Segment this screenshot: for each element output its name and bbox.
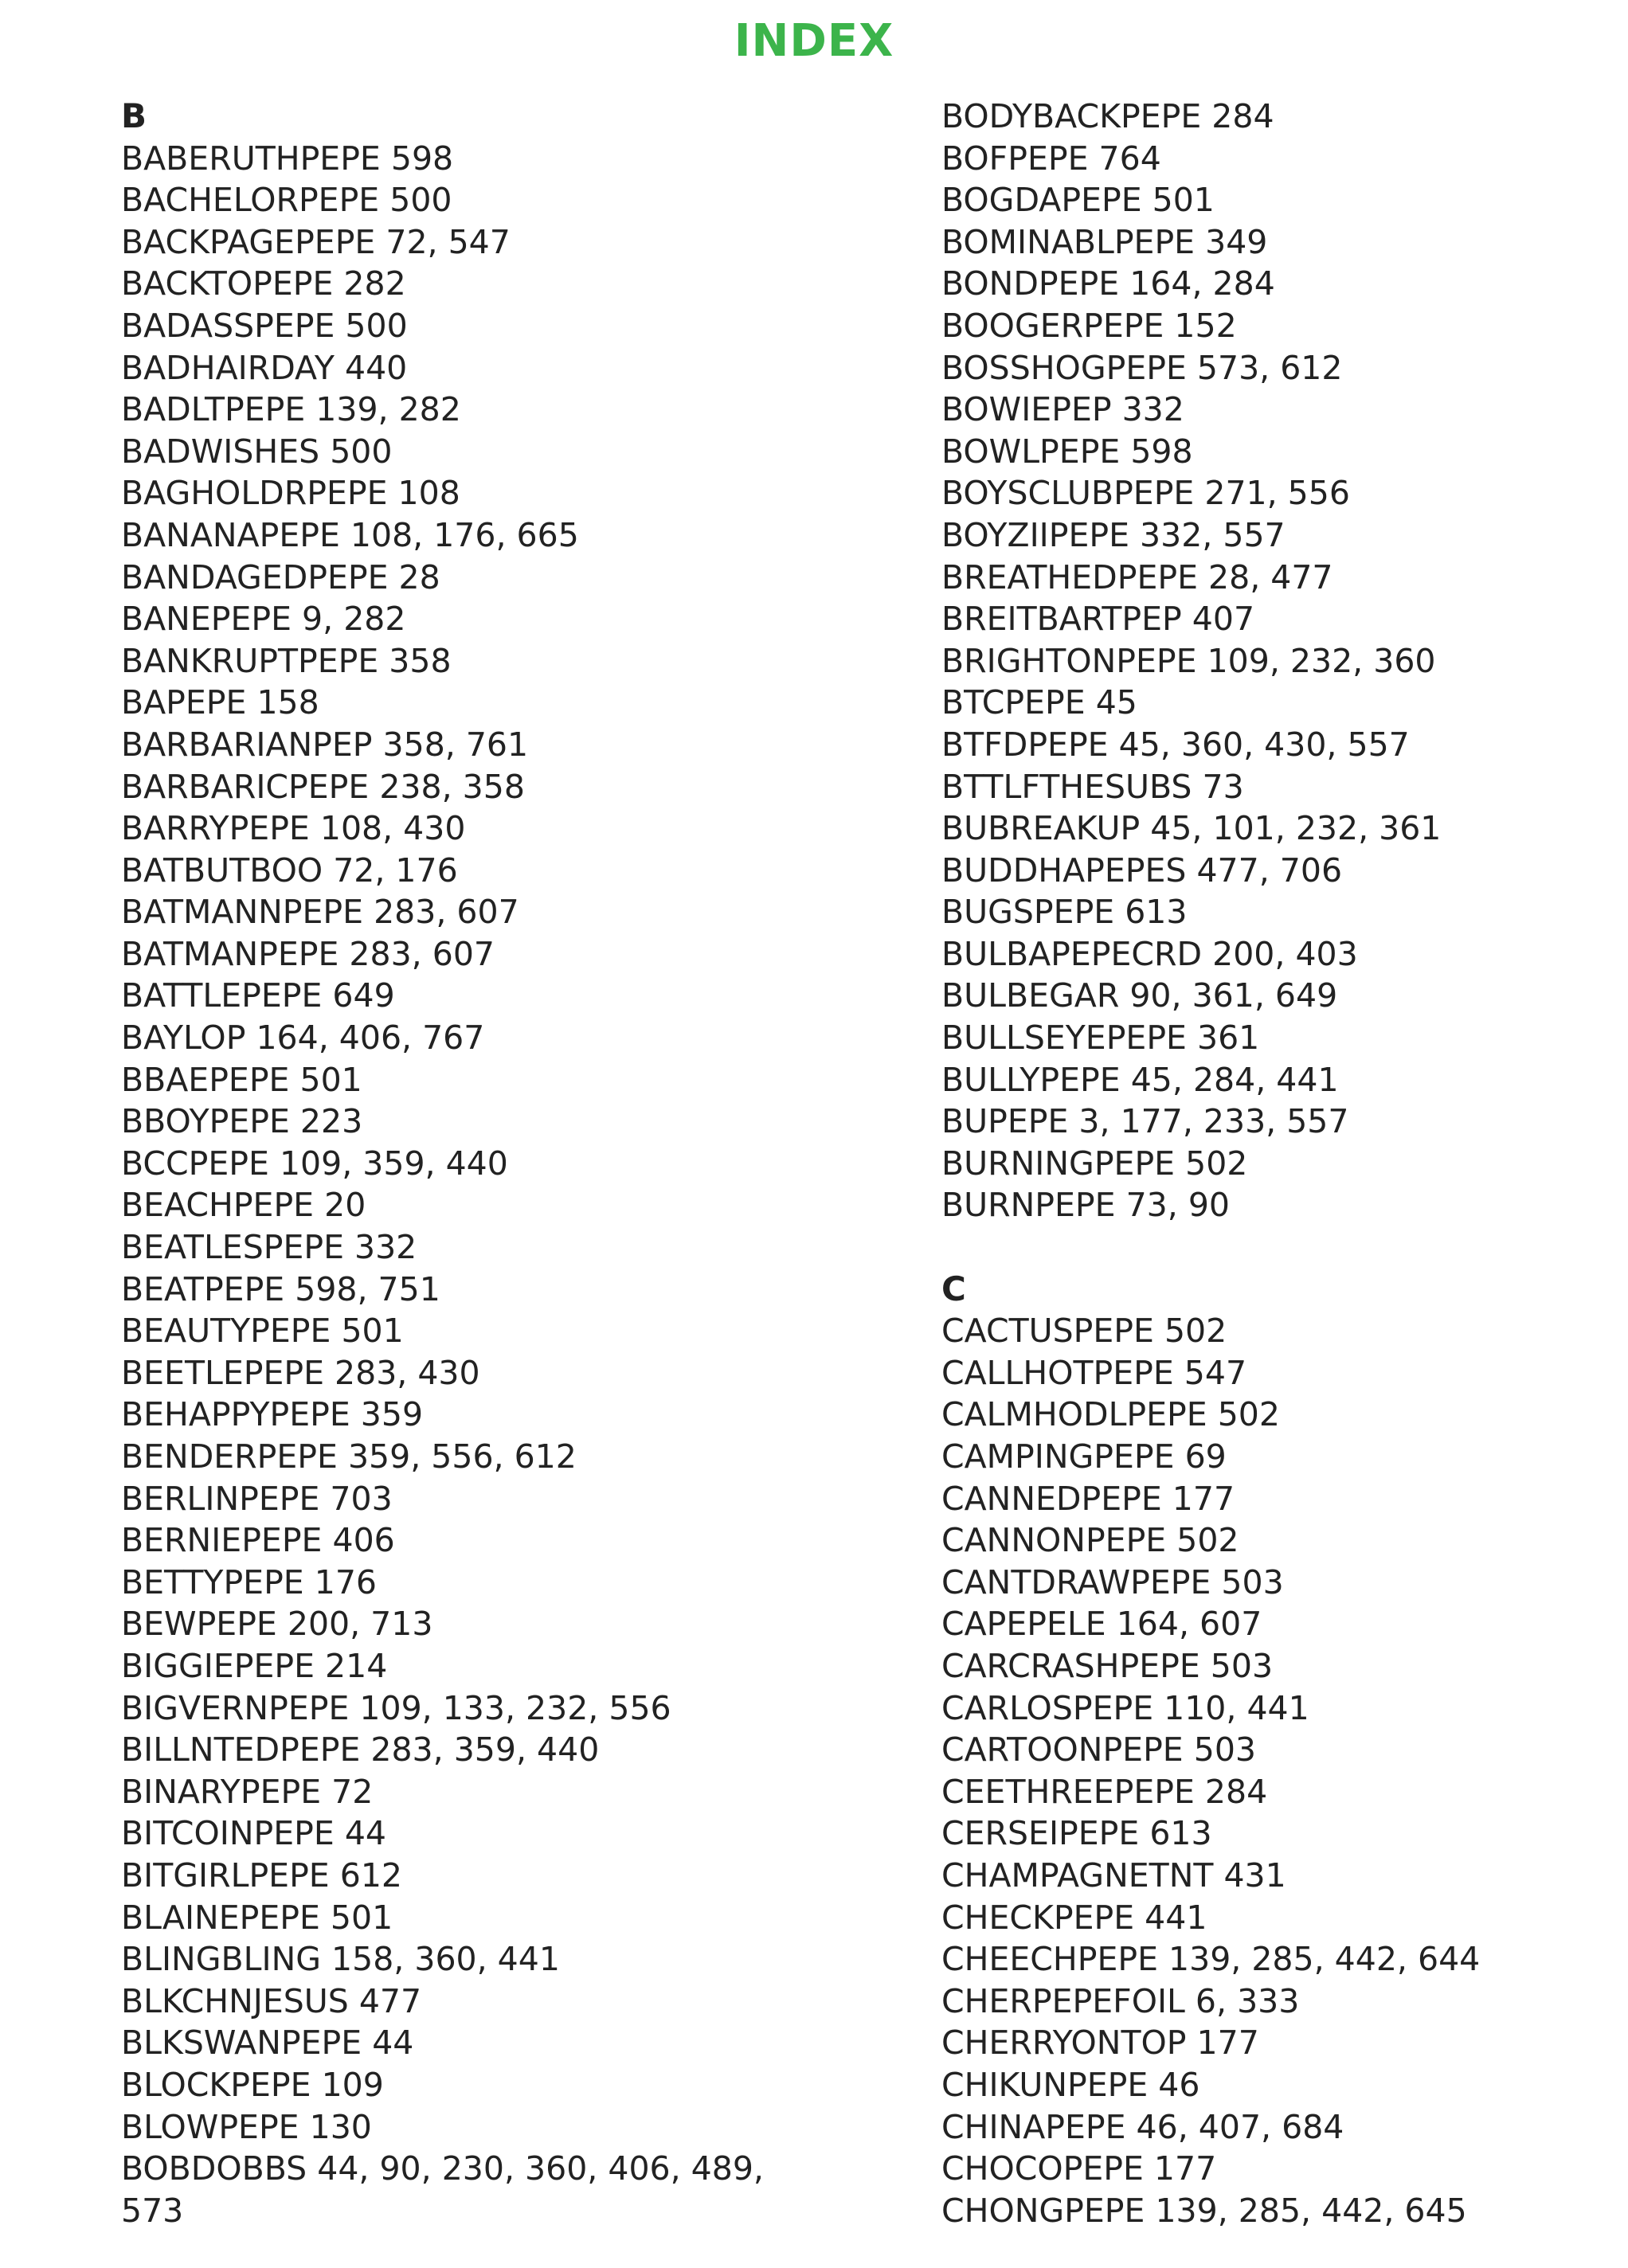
letter-heading-b: B — [121, 96, 147, 135]
index-entry: BANKRUPTPEPE 358 — [121, 641, 452, 680]
index-entry: BULLSEYEPEPE 361 — [941, 1019, 1260, 1058]
index-entry: CHIKUNPEPE 46 — [941, 2065, 1200, 2104]
index-entry: BLOWPEPE 130 — [121, 2107, 372, 2146]
index-entry: BENDERPEPE 359, 556, 612 — [121, 1437, 577, 1476]
index-entry: BACKPAGEPEPE 72, 547 — [121, 222, 511, 261]
index-entry: BOFPEPE 764 — [941, 139, 1161, 178]
index-entry: CAPEPELE 164, 607 — [941, 1605, 1262, 1644]
index-entry: BUDDHAPEPES 477, 706 — [941, 850, 1343, 890]
index-entry: BANEPEPE 9, 282 — [121, 600, 406, 639]
index-entry: BAYLOP 164, 406, 767 — [121, 1019, 485, 1058]
index-entry: BTTLFTHESUBS 73 — [941, 767, 1244, 806]
index-entry: BARBARIANPEP 358, 761 — [121, 725, 529, 764]
index-entry: BEETLEPEPE 283, 430 — [121, 1353, 480, 1392]
index-entry: CHEECHPEPE 139, 285, 442, 644 — [941, 1940, 1481, 1979]
index-entry: BEAUTYPEPE 501 — [121, 1312, 404, 1351]
index-entry: BOYZIIPEPE 332, 557 — [941, 515, 1286, 554]
index-entry: BULBEGAR 90, 361, 649 — [941, 976, 1338, 1015]
index-entry: BITCOINPEPE 44 — [121, 1814, 386, 1853]
index-entry: BLKCHNJESUS 477 — [121, 1981, 422, 2020]
index-entry: BAPEPE 158 — [121, 683, 319, 722]
index-entry: BOMINABLPEPE 349 — [941, 222, 1268, 261]
index-entry: BOGDAPEPE 501 — [941, 181, 1215, 220]
index-entry: BOBDOBBS 44, 90, 230, 360, 406, 489, — [121, 2149, 764, 2188]
index-entry: BINARYPEPE 72 — [121, 1772, 374, 1811]
index-entry: BILLNTEDPEPE 283, 359, 440 — [121, 1730, 600, 1769]
index-entry: BREATHEDPEPE 28, 477 — [941, 557, 1333, 596]
index-entry: BOSSHOGPEPE 573, 612 — [941, 348, 1343, 387]
index-entry: BLKSWANPEPE 44 — [121, 2024, 414, 2063]
index-entry: CHONGPEPE 139, 285, 442, 645 — [941, 2191, 1467, 2230]
index-entry: BEATPEPE 598, 751 — [121, 1269, 440, 1308]
index-entry: BATBUTBOO 72, 176 — [121, 850, 458, 890]
index-entry: CHAMPAGNETNT 431 — [941, 1855, 1286, 1895]
index-entry: BACKTOPEPE 282 — [121, 264, 406, 303]
index-entry: BOWIEPEP 332 — [941, 390, 1184, 429]
section-gap — [941, 1226, 1610, 1269]
index-entry: BOOGERPEPE 152 — [941, 306, 1237, 345]
index-column-left — [121, 96, 838, 2231]
index-entry: CARTOONPEPE 503 — [941, 1730, 1256, 1769]
index-entry: BTFDPEPE 45, 360, 430, 557 — [941, 725, 1410, 764]
index-entry: BREITBARTPEP 407 — [941, 600, 1255, 639]
index-entry: BACHELORPEPE 500 — [121, 181, 452, 220]
index-entry: CHERPEPEFOIL 6, 333 — [941, 1981, 1300, 2020]
page-title: INDEX — [734, 15, 894, 67]
index-entry: BATTLEPEPE 649 — [121, 976, 395, 1015]
index-entry: BITGIRLPEPE 612 — [121, 1855, 403, 1895]
index-entry: BADLTPEPE 139, 282 — [121, 390, 461, 429]
index-entry: BLAINEPEPE 501 — [121, 1898, 393, 1937]
index-entry: CARLOSPEPE 110, 441 — [941, 1688, 1309, 1727]
index-entry: BEATLESPEPE 332 — [121, 1228, 417, 1267]
index-entry: BUGSPEPE 613 — [941, 893, 1188, 932]
index-entry: BABERUTHPEPE 598 — [121, 139, 454, 178]
index-entry: BERNIEPEPE 406 — [121, 1521, 395, 1560]
index-entry: BETTYPEPE 176 — [121, 1562, 377, 1601]
index-entry: BBOYPEPE 223 — [121, 1102, 363, 1141]
index-entry: CALMHODLPEPE 502 — [941, 1395, 1280, 1434]
index-entry: CHECKPEPE 441 — [941, 1898, 1207, 1937]
index-entry: BODYBACKPEPE 284 — [941, 97, 1274, 135]
index-entry: BURNPEPE 73, 90 — [941, 1186, 1230, 1225]
index-entry: BADHAIRDAY 440 — [121, 348, 408, 387]
index-column-right — [941, 96, 1610, 2231]
index-entry: BAGHOLDRPEPE 108 — [121, 474, 460, 513]
index-entry: BEWPEPE 200, 713 — [121, 1605, 433, 1644]
index-entry: BATMANNPEPE 283, 607 — [121, 893, 519, 932]
index-entry: BULBAPEPECRD 200, 403 — [941, 934, 1358, 973]
index-entry: BLINGBLING 158, 360, 441 — [121, 1940, 560, 1979]
index-entry: BIGVERNPEPE 109, 133, 232, 556 — [121, 1688, 671, 1727]
index-entry-continuation: 573 — [121, 2191, 184, 2230]
index-entry-list — [121, 138, 838, 2149]
index-entry: BUPEPE 3, 177, 233, 557 — [941, 1102, 1349, 1141]
index-entry: CANNEDPEPE 177 — [941, 1479, 1235, 1518]
index-entry: CACTUSPEPE 502 — [941, 1312, 1227, 1351]
index-entry: BERLINPEPE 703 — [121, 1479, 393, 1518]
index-entry: BLOCKPEPE 109 — [121, 2065, 384, 2104]
index-entry: BOWLPEPE 598 — [941, 432, 1193, 471]
index-entry: BULLYPEPE 45, 284, 441 — [941, 1060, 1339, 1099]
index-entry-list — [941, 96, 1610, 1226]
index-entry: CARCRASHPEPE 503 — [941, 1646, 1274, 1685]
index-entry: BURNINGPEPE 502 — [941, 1144, 1248, 1183]
index-entry: BATMANPEPE 283, 607 — [121, 934, 495, 973]
index-entry: BCCPEPE 109, 359, 440 — [121, 1144, 508, 1183]
index-entry: CANTDRAWPEPE 503 — [941, 1562, 1284, 1601]
index-entry: CHOCOPEPE 177 — [941, 2149, 1217, 2188]
index-entry: CHINAPEPE 46, 407, 684 — [941, 2107, 1344, 2146]
index-entry: BONDPEPE 164, 284 — [941, 264, 1275, 303]
index-entry: BEACHPEPE 20 — [121, 1186, 366, 1225]
index-entry-list — [941, 1310, 1610, 2231]
index-entry: BANANAPEPE 108, 176, 665 — [121, 515, 579, 554]
index-entry: BTCPEPE 45 — [941, 683, 1137, 722]
index-entry: BARRYPEPE 108, 430 — [121, 809, 466, 848]
index-entry: BANDAGEDPEPE 28 — [121, 557, 440, 596]
index-entry: BADWISHES 500 — [121, 432, 393, 471]
index-entry: CANNONPEPE 502 — [941, 1521, 1239, 1560]
index-entry: BBAEPEPE 501 — [121, 1060, 362, 1099]
index-entry: BRIGHTONPEPE 109, 232, 360 — [941, 641, 1436, 680]
letter-heading-c: C — [941, 1269, 966, 1308]
index-entry: CERSEIPEPE 613 — [941, 1814, 1212, 1853]
index-entry: BARBARICPEPE 238, 358 — [121, 767, 525, 806]
index-entry: BIGGIEPEPE 214 — [121, 1646, 388, 1685]
index-entry: BEHAPPYPEPE 359 — [121, 1395, 424, 1434]
index-entry: BUBREAKUP 45, 101, 232, 361 — [941, 809, 1442, 848]
index-entry: BOYSCLUBPEPE 271, 556 — [941, 474, 1350, 513]
index-entry: BADASSPEPE 500 — [121, 306, 408, 345]
index-entry: CALLHOTPEPE 547 — [941, 1353, 1247, 1392]
index-entry: CHERRYONTOP 177 — [941, 2024, 1259, 2063]
index-entry: CEETHREEPEPE 284 — [941, 1772, 1268, 1811]
index-entry: CAMPINGPEPE 69 — [941, 1437, 1227, 1476]
